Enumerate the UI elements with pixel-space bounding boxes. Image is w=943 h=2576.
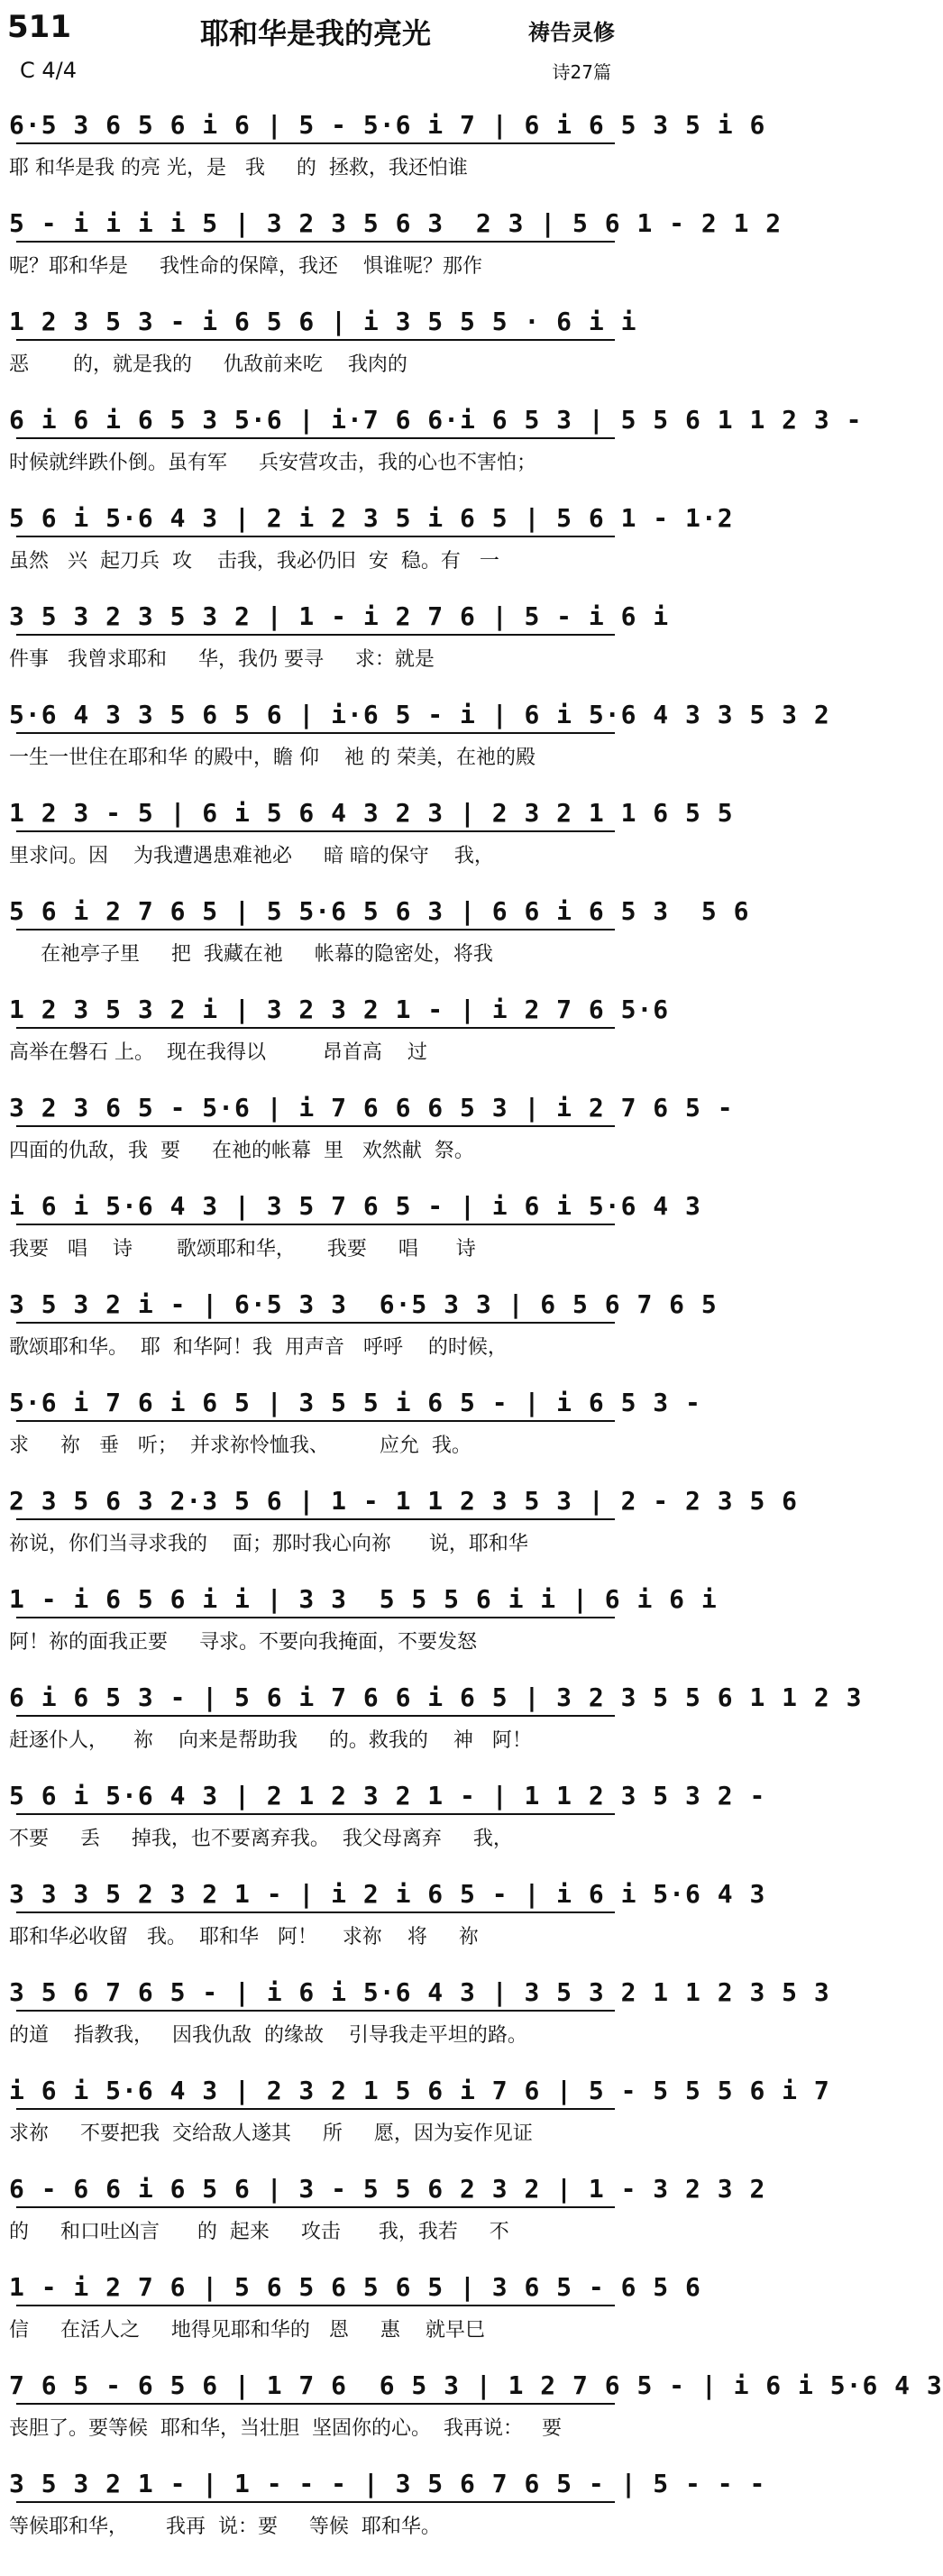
beam-line	[16, 830, 615, 832]
lyrics-line: 的道 指教我， 因我仇敌 的缘故 引导我走平坦的路。	[9, 2024, 527, 2047]
score-system	[0, 2360, 943, 2450]
notation-line: 6 i 6 i 6 5 3 5·6 | i·7 6 6·i 6 5 3 | 5 5 6 1 1 2 3 -	[9, 405, 863, 435]
lyrics-line: 耶 和华是我 的亮 光，是 我 的 拯救，我还怕谁	[9, 157, 468, 179]
psalm-reference: 诗27篇	[552, 61, 611, 83]
lyrics-line: 在祂亭子里 把 我藏在祂 帐幕的隐密处，将我	[9, 943, 493, 966]
notation-line: 3 5 3 2 i - | 6·5 3 3 6·5 3 3 | 6 5 6 7 6 5	[9, 1289, 718, 1319]
notation-line: 6 - 6 6 i 6 5 6 | 3 - 5 5 6 2 3 2 | 1 - 3 2 3 2	[9, 2174, 766, 2204]
lyrics-line: 件事 我曾求耶和 华，我仍 要寻 求：就是	[9, 648, 435, 671]
score-system	[0, 1770, 766, 1860]
song-number: 511	[7, 9, 71, 45]
beam-line	[16, 929, 615, 930]
score-system	[0, 1672, 863, 1762]
beam-line	[16, 1420, 615, 1422]
beam-line	[16, 142, 615, 144]
beam-line	[16, 437, 615, 439]
beam-line	[16, 2403, 615, 2405]
lyrics-line: 我要 唱 诗 歌颂耶和华， 我要 唱 诗	[9, 1238, 476, 1260]
beam-line	[16, 241, 615, 243]
notation-line: 3 5 6 7 6 5 - | i 6 i 5·6 4 3 | 3 5 3 2 1 1 2 3 5 3	[9, 1977, 830, 2007]
beam-line	[16, 1617, 615, 1618]
notation-line: 6·5 3 6 5 6 i 6 | 5 - 5·6 i 7 | 6 i 6 5 3 5 i 6	[9, 110, 766, 140]
lyrics-line: 等候耶和华， 我再 说：要 等候 耶和华。	[9, 2516, 441, 2538]
beam-line	[16, 2206, 615, 2208]
notation-line: i 6 i 5·6 4 3 | 2 3 2 1 5 6 i 7 6 | 5 - 5 5 5 6 i 7	[9, 2076, 830, 2105]
lyrics-line: 呢？耶和华是 我性命的保障，我还 惧谁呢？那作	[9, 255, 482, 278]
score-system	[0, 2065, 830, 2155]
song-category: 祷告灵修	[528, 20, 615, 45]
beam-line	[16, 1813, 615, 1815]
beam-line	[16, 2305, 615, 2306]
score-system	[0, 99, 766, 189]
notation-line: 3 3 3 5 2 3 2 1 - | i 2 i 6 5 - | i 6 i 5·6 4 3	[9, 1879, 766, 1909]
lyrics-line: 的 和口吐凶言 的 起来 攻击 我，我若 不	[9, 2221, 509, 2243]
beam-line	[16, 2501, 615, 2503]
lyrics-line: 不要 丢 掉我，也不要离弃我。 我父母离弃 我，	[9, 1828, 513, 1850]
score-system	[0, 492, 734, 582]
score-system	[0, 1475, 799, 1565]
lyrics-line: 阿！祢的面我正要 寻求。不要向我掩面，不要发怒	[9, 1631, 477, 1654]
beam-line	[16, 1911, 615, 1913]
score-system	[0, 1279, 718, 1369]
notation-line: 1 - i 2 7 6 | 5 6 5 6 5 6 5 | 3 6 5 - 6 5 6	[9, 2272, 701, 2302]
notation-line: 5·6 4 3 3 5 6 5 6 | i·6 5 - i | 6 i 5·6 4 3 3 5 3 2	[9, 700, 830, 729]
notation-line: 5 6 i 5·6 4 3 | 2 i 2 3 5 i 6 5 | 5 6 1 - 1·2	[9, 503, 734, 533]
notation-line: 7 6 5 - 6 5 6 | 1 7 6 6 5 3 | 1 2 7 6 5 - | i 6 i 5·6 4 3	[9, 2370, 943, 2400]
song-header	[0, 0, 631, 99]
lyrics-line: 时候就绊跌仆倒。虽有军 兵安营攻击，我的心也不害怕；	[9, 452, 536, 474]
lyrics-line: 赶逐仆人， 祢 向来是帮助我 的。救我的 神 阿！	[9, 1729, 532, 1752]
beam-line	[16, 2010, 615, 2012]
score-system	[0, 2261, 701, 2351]
notation-line: 5 6 i 5·6 4 3 | 2 1 2 3 2 1 - | 1 1 2 3 5 3 2 -	[9, 1781, 766, 1811]
lyrics-line: 高举在磐石 上。 现在我得以 昂首高 过	[9, 1041, 427, 1064]
lyrics-line: 一生一世住在耶和华 的殿中，瞻 仰 祂 的 荣美，在祂的殿	[9, 747, 536, 769]
score-system	[0, 1180, 701, 1270]
score-system	[0, 885, 750, 976]
beam-line	[16, 1322, 615, 1324]
score-system	[0, 1082, 734, 1172]
lyrics-line: 耶和华必收留 我。 耶和华 阿！ 求祢 将 祢	[9, 1926, 479, 1948]
notation-line: 3 5 3 2 1 - | 1 - - - | 3 5 6 7 6 5 - | 5 - - -	[9, 2469, 766, 2498]
score-system	[0, 787, 734, 877]
notation-line: 1 - i 6 5 6 i i | 3 3 5 5 5 6 i i | 6 i 6 i	[9, 1584, 718, 1614]
song-title: 耶和华是我的亮光	[199, 16, 431, 50]
lyrics-line: 信 在活人之 地得见耶和华的 恩 惠 就早巳	[9, 2319, 485, 2342]
score-system	[0, 1966, 830, 2057]
beam-line	[16, 732, 615, 734]
beam-line	[16, 2108, 615, 2110]
notation-line: 5 - i i i i 5 | 3 2 3 5 6 3 2 3 | 5 6 1 - 2 1 2	[9, 208, 783, 238]
key-signature: C 4/4	[20, 58, 78, 83]
lyrics-line: 里求问。因 为我遭遇患难祂必 暗 暗的保守 我，	[9, 845, 494, 867]
beam-line	[16, 1715, 615, 1717]
lyrics-line: 祢说，你们当寻求我的 面；那时我心向祢 说，耶和华	[9, 1533, 528, 1555]
lyrics-line: 丧胆了。要等候 耶和华，当壮胆 坚固你的心。 我再说： 要	[9, 2417, 562, 2440]
notation-line: 2 3 5 6 3 2·3 5 6 | 1 - 1 1 2 3 5 3 | 2 - 2 3 5 6	[9, 1486, 799, 1516]
score-system	[0, 2458, 766, 2548]
notation-line: 1 2 3 5 3 - i 6 5 6 | i 3 5 5 5 · 6 i i	[9, 307, 637, 336]
beam-line	[16, 1224, 615, 1225]
notation-line: 3 5 3 2 3 5 3 2 | 1 - i 2 7 6 | 5 - i 6 i	[9, 601, 670, 631]
lyrics-line: 歌颂耶和华。 耶 和华阿！我 用声音 呼呼 的时候，	[9, 1336, 508, 1359]
notation-line: 3 2 3 6 5 - 5·6 | i 7 6 6 6 5 3 | i 2 7 6 5 -	[9, 1093, 734, 1123]
score-system	[0, 2163, 766, 2253]
beam-line	[16, 339, 615, 341]
score-system	[0, 394, 863, 484]
score-system	[0, 296, 637, 386]
score-system	[0, 984, 670, 1074]
notation-line: 6 i 6 5 3 - | 5 6 i 7 6 6 i 6 5 | 3 2 3 5 5 6 1 1 2 3	[9, 1682, 863, 1712]
notation-line: 1 2 3 - 5 | 6 i 5 6 4 3 2 3 | 2 3 2 1 1 6 5 5	[9, 798, 734, 828]
score-system	[0, 689, 830, 779]
lyrics-line: 虽然 兴 起刀兵 攻 击我，我必仍旧 安 稳。有 一	[9, 550, 499, 573]
lyrics-line: 求 祢 垂 听； 并求祢怜恤我、 应允 我。	[9, 1435, 472, 1457]
beam-line	[16, 634, 615, 636]
notation-line: 5 6 i 2 7 6 5 | 5 5·6 5 6 3 | 6 6 i 6 5 3 5 6	[9, 896, 750, 926]
beam-line	[16, 1518, 615, 1520]
lyrics-line: 四面的仇敌，我 要 在祂的帐幕 里 欢然献 祭。	[9, 1140, 474, 1162]
lyrics-line: 恶 的，就是我的 仇敌前来吃 我肉的	[9, 353, 407, 376]
score-system	[0, 1573, 718, 1664]
lyrics-line: 求祢 不要把我 交给敌人遂其 所 愿，因为妄作见证	[9, 2122, 533, 2145]
score-system	[0, 197, 783, 288]
notation-line: 5·6 i 7 6 i 6 5 | 3 5 5 i 6 5 - | i 6 5 3 -	[9, 1388, 701, 1417]
score-system	[0, 1868, 766, 1958]
score-system	[0, 1377, 701, 1467]
beam-line	[16, 1125, 615, 1127]
beam-line	[16, 536, 615, 537]
score-system	[0, 591, 670, 681]
notation-line: i 6 i 5·6 4 3 | 3 5 7 6 5 - | i 6 i 5·6 4 3	[9, 1191, 701, 1221]
beam-line	[16, 1027, 615, 1029]
notation-line: 1 2 3 5 3 2 i | 3 2 3 2 1 - | i 2 7 6 5·6	[9, 995, 670, 1024]
